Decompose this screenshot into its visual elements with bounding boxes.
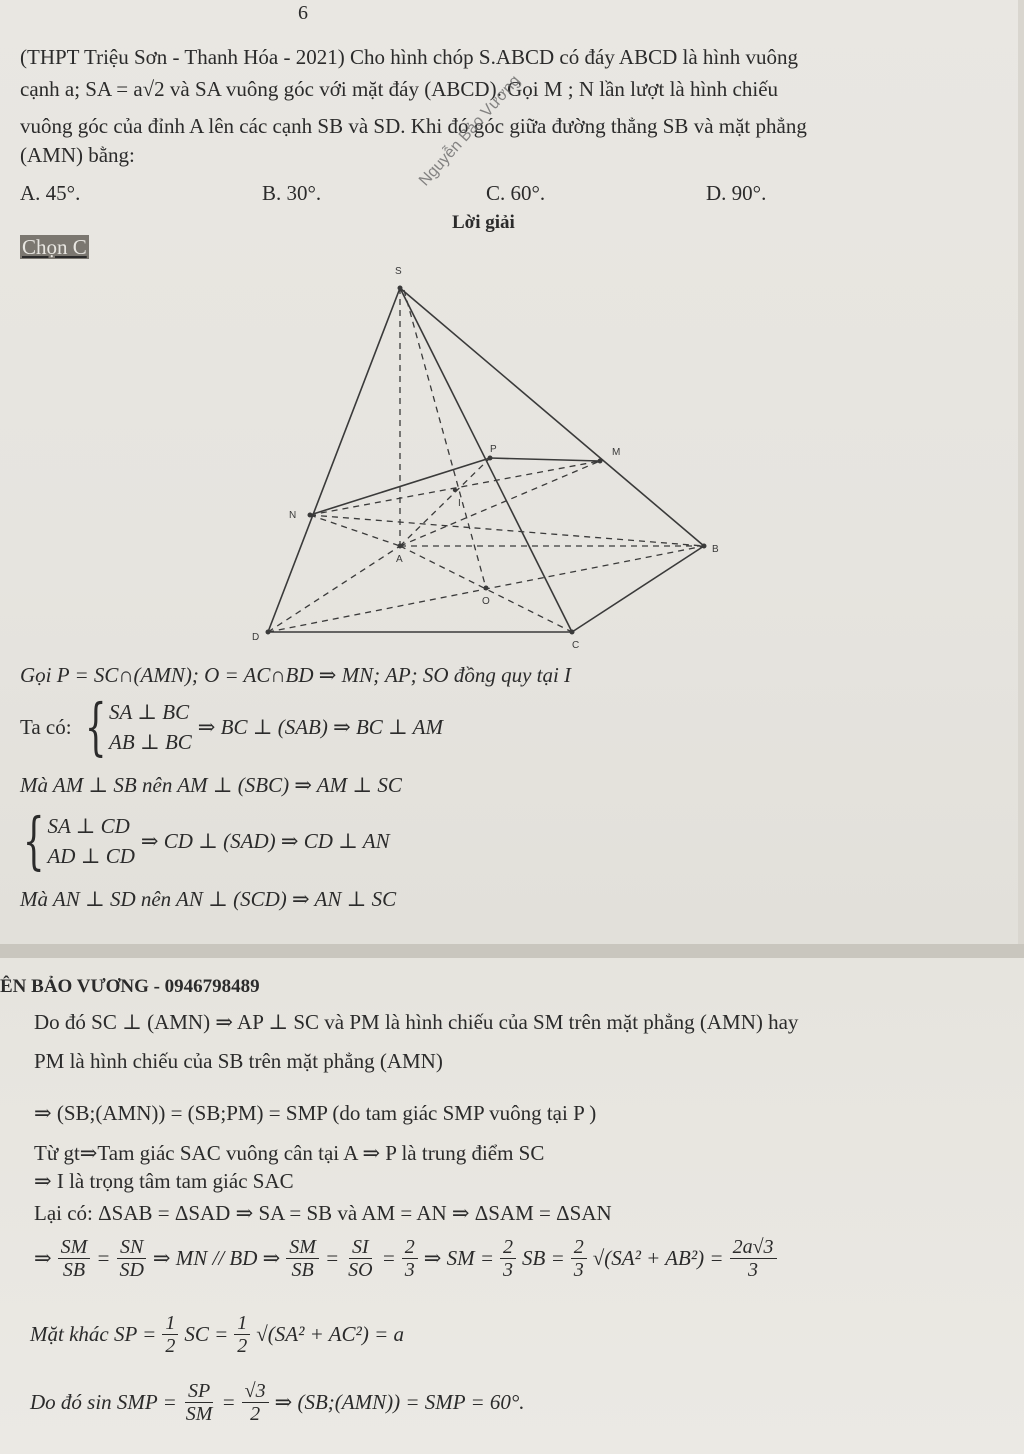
watermark: Nguyễn Bảo Vương [416,72,524,190]
solution2-line-1: Do đó SC ⊥ (AMN) ⇒ AP ⊥ SC và PM là hình chiếu của SM trên mặt phẳng (AMN) hay [34,1010,799,1034]
text: = [96,1246,111,1270]
fraction [571,1236,587,1281]
label-a: A [396,554,403,565]
fraction [183,1380,216,1425]
fraction [116,1236,146,1281]
fraction [234,1312,250,1357]
system-1-prefix: Ta có: [20,714,72,739]
label-p: P [490,444,497,455]
problem-line-4: (AMN) bằng: [20,143,135,167]
text: Do đó sin SMP = [30,1390,177,1414]
numerator: 2 [500,1236,516,1259]
text: Mặt khác SP = [30,1322,157,1346]
solution2-line-3: ⇒ (SB;(AMN)) = (SB;PM) = SMP (do tam giác SMP vuông tại P ) [34,1101,597,1125]
text: √(SA² + AC²) = a [256,1322,405,1346]
problem-line-1: (THPT Triệu Sơn - Thanh Hóa - 2021) Cho hình chóp S.ABCD có đáy ABCD là hình vuông [20,45,798,69]
fraction [242,1380,269,1425]
solution2-line-4: Từ gt⇒Tam giác SAC vuông cân tại A ⇒ P là trung điểm SC [34,1141,545,1165]
text: √(SA² + AB²) = [592,1246,724,1270]
choice-label [20,234,89,260]
solution-line-1: Gọi P = SC∩(AMN); O = AC∩BD ⇒ MN; AP; SO đồng quy tại I [20,663,572,687]
text: SC = [184,1322,229,1346]
system-1-top: SA ⊥ BC [109,700,190,724]
fraction [500,1236,516,1281]
fraction [58,1236,91,1281]
system-1 [20,690,443,763]
fraction [286,1236,319,1281]
solution2-line-9 [30,1380,525,1425]
text: = [381,1246,396,1270]
label-s: S [395,266,402,277]
numerator: 2a√3 [730,1236,777,1259]
system-1-result: ⇒ BC ⊥ (SAB) ⇒ BC ⊥ AM [197,714,443,739]
page-number: 6 [298,2,308,24]
system-1-bottom: AB ⊥ BC [109,730,192,754]
denominator: SB [62,1259,86,1281]
option-d: D. 90°. [706,181,767,205]
label-o: O [482,596,490,607]
denominator: 2 [250,1403,261,1425]
text: ⇒ MN // BD ⇒ [152,1246,281,1270]
numerator: SI [349,1236,372,1259]
denominator: 3 [503,1259,513,1281]
system-2-top: SA ⊥ CD [47,814,130,838]
option-a: A. 45°. [20,181,81,205]
option-c: C. 60°. [486,181,546,205]
solution2-line-6: Lại có: ΔSAB = ΔSAD ⇒ SA = SB và AM = AN ⇒ ΔSAM = ΔSAN [34,1201,612,1225]
numerator: SN [117,1236,146,1259]
label-d: D [252,632,260,643]
numerator: 1 [162,1312,178,1335]
option-b: B. 30°. [262,181,322,205]
numerator: √3 [242,1380,269,1403]
numerator: 2 [571,1236,587,1259]
fraction [162,1312,178,1357]
text: = [221,1390,236,1414]
author-header: ÊN BẢO VƯƠNG - 0946798489 [0,976,260,997]
page-gap [0,944,1024,958]
system-2-result: ⇒ CD ⊥ (SAD) ⇒ CD ⊥ AN [140,828,390,853]
solution-line-5: Mà AN ⊥ SD nên AN ⊥ (SCD) ⇒ AN ⊥ SC [20,887,397,911]
numerator: 1 [234,1312,250,1335]
denominator: 2 [165,1335,176,1357]
problem-line-2: cạnh a; SA = a√2 và SA vuông góc với mặt đáy (ABCD). Gọi M ; N lần lượt là hình chiếu [20,77,779,101]
pyramid-figure [240,258,760,658]
text: SB = [522,1246,565,1270]
denominator: 3 [748,1259,759,1281]
brace: { [22,804,45,877]
choice-text: Chọn C [22,235,87,259]
text: ⇒ (SB;(AMN)) = SMP = 60°. [274,1390,525,1414]
solution2-line-2: PM là hình chiếu của SB trên mặt phẳng (AMN) [34,1049,443,1073]
solution2-line-5: ⇒ I là trọng tâm tam giác SAC [34,1169,294,1193]
label-c: C [572,640,580,651]
denominator: SD [119,1259,144,1281]
problem-line-3: vuông góc của đỉnh A lên các cạnh SB và SD. Khi đó góc giữa đường thẳng SB và mặt phẳng [20,114,807,138]
denominator: SO [348,1259,373,1281]
denominator: 3 [573,1259,584,1281]
denominator: SB [291,1259,314,1281]
system-2-bottom: AD ⊥ CD [47,844,135,868]
numerator: SM [58,1236,91,1259]
denominator: 3 [404,1259,415,1281]
label-i: I [458,498,461,509]
fraction [402,1236,418,1281]
text: ⇒ SM = [423,1246,494,1270]
denominator: 2 [237,1335,248,1357]
numerator: SP [185,1380,213,1403]
solution2-line-8 [30,1312,404,1357]
system-2 [14,804,390,877]
fraction [730,1236,777,1281]
label-b: B [712,544,719,555]
numerator: 2 [402,1236,418,1259]
solution-line-3: Mà AM ⊥ SB nên AM ⊥ (SBC) ⇒ AM ⊥ SC [20,773,402,797]
text: = [324,1246,340,1270]
text: ⇒ [34,1246,52,1270]
fraction [345,1236,375,1281]
solution2-line-7 [34,1236,779,1281]
numerator: SM [286,1236,319,1259]
label-m: M [612,447,621,458]
denominator: SM [185,1403,213,1425]
solution-title: Lời giải [452,212,515,233]
brace: { [84,690,107,763]
label-n: N [289,510,297,521]
